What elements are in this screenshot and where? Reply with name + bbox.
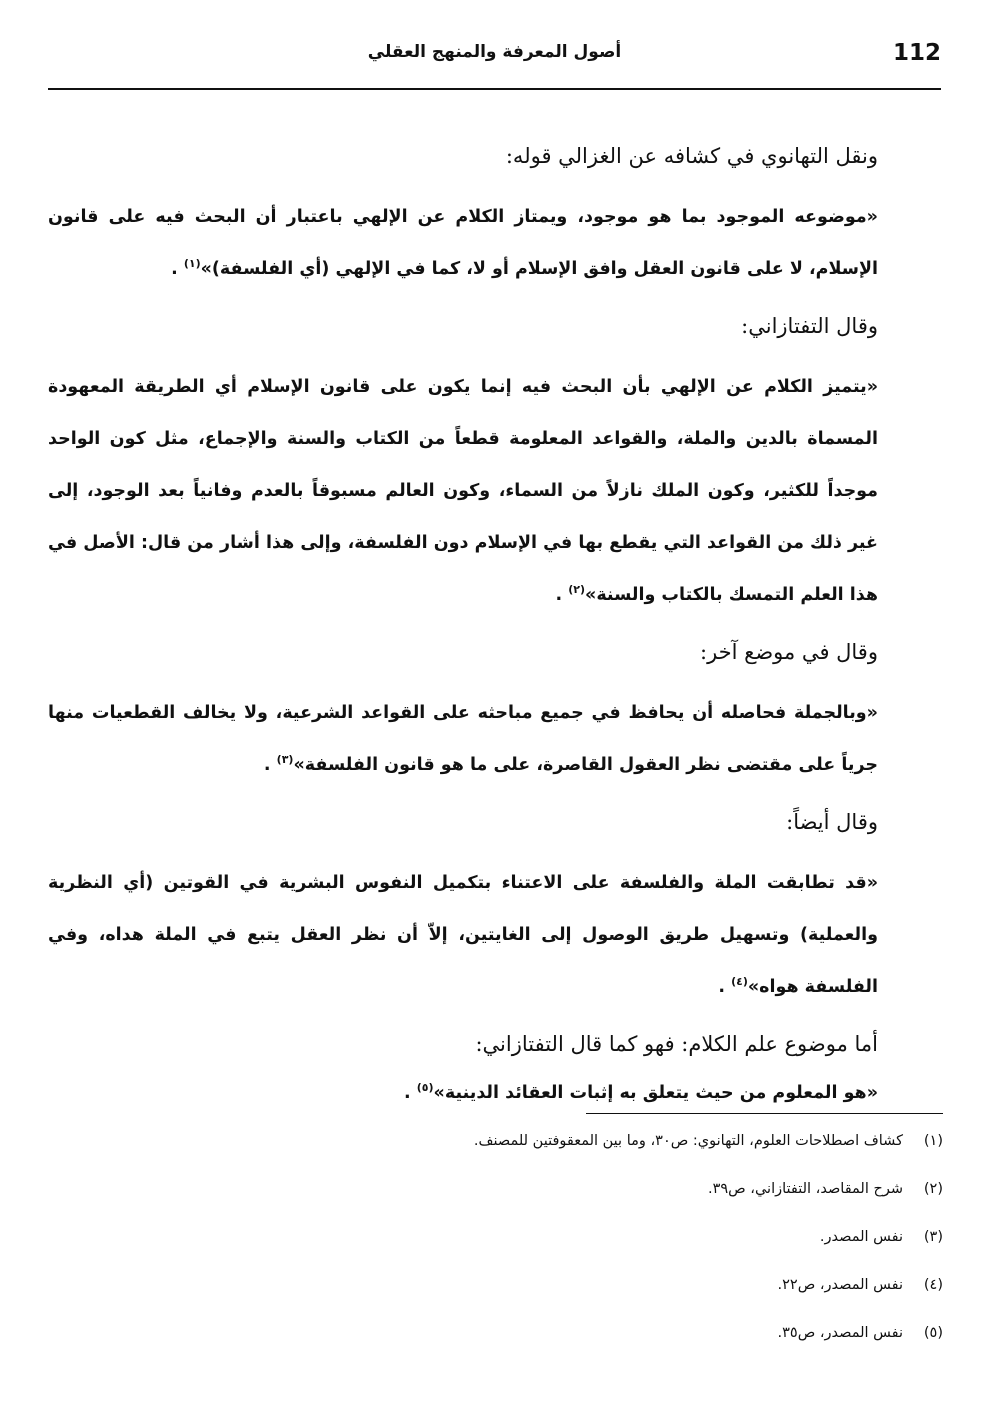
footnote-ref-1[interactable]: (١)	[183, 257, 201, 271]
period: .	[263, 755, 271, 775]
kalam-subject-block	[48, 1021, 878, 1119]
footnote-ref-3[interactable]: (٣)	[276, 753, 294, 767]
quote-text: «قد تطابقت الملة والفلسفة على الاعتناء بتكميل النفوس البشرية في القوتين (أي النظرية والعملية) وتسهيل طريق الوصول إلى الغايتين، إلاّ أن نظر العقل يتبع في الملة هداه، وفي الفلسفة هواه»	[48, 873, 878, 997]
page-header	[48, 36, 941, 90]
period: .	[171, 259, 178, 279]
paragraph-intro-kalam-subject: أما موضوع علم الكلام: فهو كما قال التفتازاني:	[475, 1032, 878, 1056]
footnote-number: (٤)	[923, 1277, 943, 1293]
quote-text: «وبالجملة فحاصله أن يحافظ في جميع مباحثه على القواعد الشرعية، ولا يخالف القطعيات منها جرياً على مقتضى نظر العقول القاصرة، على ما هو قانون الفلسفة»	[48, 703, 878, 775]
footnote-item	[48, 1174, 943, 1222]
footnotes	[48, 1126, 943, 1366]
footnote-number: (٢)	[923, 1181, 943, 1197]
quote-kalam-subject	[48, 1067, 878, 1119]
running-title: أصول المعرفة والمنهج العقلي	[367, 42, 622, 62]
paragraph-intro-another-place: وقال في موضع آخر:	[700, 640, 878, 664]
quote-text: «هو المعلوم من حيث يتعلق به إثبات العقائد الدينية»	[433, 1083, 878, 1103]
quote-text: «موضوعه الموجود بما هو موجود، ويمتاز الكلام عن الإلهي باعتبار أن البحث فيه على قانون الإسلام، لا على قانون العقل وافق الإسلام أو لا، كما في الإلهي (أي الفلسفة)»	[48, 207, 878, 279]
footnote-text: نفس المصدر، ص٣٥.	[777, 1325, 903, 1341]
quote-another-place	[48, 687, 878, 791]
footnote-item	[48, 1222, 943, 1270]
paragraph-intro-taftazani: وقال التفتازاني:	[741, 314, 878, 338]
period: .	[718, 977, 725, 997]
footnote-item	[48, 1126, 943, 1174]
quote-taftazani	[48, 361, 878, 621]
footnote-divider	[586, 1113, 943, 1114]
footnote-number: (٥)	[923, 1325, 943, 1341]
footnote-text: نفس المصدر، ص٢٢.	[777, 1277, 903, 1293]
quote-ghazali	[48, 191, 878, 295]
footnote-number: (٣)	[923, 1229, 943, 1245]
footnote-ref-2[interactable]: (٢)	[568, 583, 586, 597]
quote-text: «يتميز الكلام عن الإلهي بأن البحث فيه إنما يكون على قانون الإسلام أي الطريقة المعهودة المسماة بالدين والملة، والقواعد المعلومة قطعاً من الكتاب والسنة والإجماع، مثل كون الواحد موجداً للكثير، وكون الملك نازلاً من السماء، وكون العالم مسبوقاً بالعدم وفانياً بعد الوجود، إلى غير ذلك من القواعد التي يقطع بها في الإسلام دون الفلسفة، وإلى هذا أشار من قال: الأصل في هذا العلم التمسك بالكتاب والسنة»	[48, 377, 878, 605]
footnote-ref-4[interactable]: (٤)	[731, 975, 748, 989]
footnote-item	[48, 1270, 943, 1318]
period: .	[555, 585, 563, 605]
main-text	[48, 133, 878, 1127]
paragraph-intro-ghazali: ونقل التهانوي في كشافه عن الغزالي قوله:	[505, 144, 878, 168]
footnote-text: نفس المصدر.	[819, 1229, 903, 1245]
quote-also	[48, 857, 878, 1013]
period: .	[404, 1083, 411, 1103]
paragraph-intro-also: وقال أيضاً:	[786, 810, 878, 834]
footnote-text: كشاف اصطلاحات العلوم، التهانوي: ص٣٠، وما بين المعقوفتين للمصنف.	[473, 1133, 903, 1149]
footnote-ref-5[interactable]: (٥)	[416, 1081, 434, 1095]
page-number: 112	[892, 40, 941, 66]
footnote-item	[48, 1318, 943, 1366]
footnote-number: (١)	[923, 1133, 943, 1149]
footnote-text: شرح المقاصد، التفتازاني، ص٣٩.	[707, 1181, 903, 1197]
